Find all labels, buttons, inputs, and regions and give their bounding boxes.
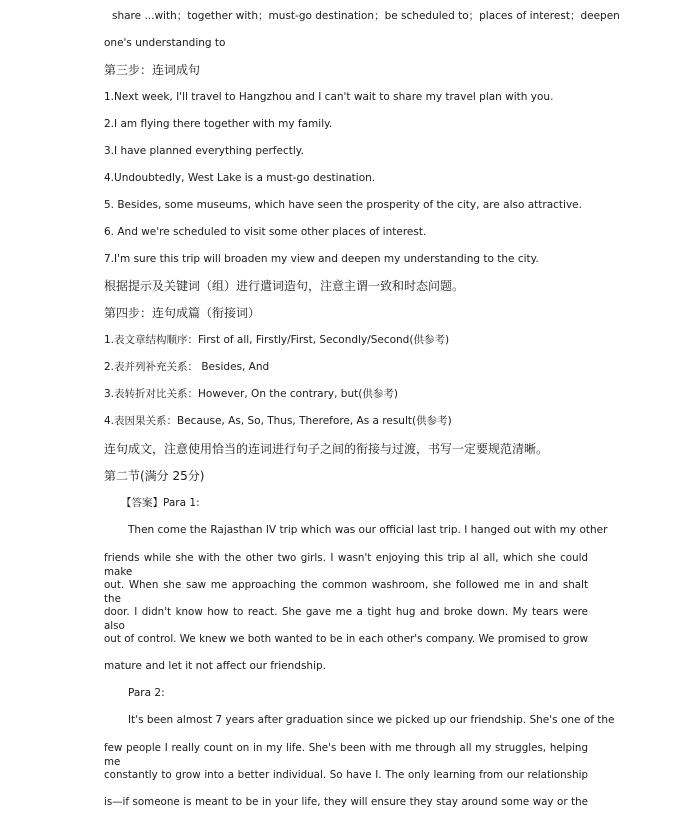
step3-heading: 第三步：连词成句 bbox=[104, 63, 201, 77]
sentence-1: 1.Next week, I'll travel to Hangzhou and I can't wait to share my travel plan with you. bbox=[104, 91, 554, 103]
connector-cause: 4.表因果关系：Because, As, So, Thus, Therefore, As a result(供参考) bbox=[104, 415, 452, 427]
vocab-line-1: share ...with；together with；must-go destination；be scheduled to；places of interest；deepen bbox=[112, 10, 620, 22]
sentence-7: 7.I'm sure this trip will broaden my view and deepen my understanding to the city. bbox=[104, 253, 539, 265]
answer-para2-label: Para 2: bbox=[128, 687, 165, 699]
para1-line-1: Then come the Rajasthan IV trip which was our official last trip. I hanged out with my other bbox=[128, 524, 608, 536]
sentence-5: 5. Besides, some museums, which have seen the prosperity of the city, are also attractive. bbox=[104, 199, 582, 211]
vocab-line-2: one's understanding to bbox=[104, 37, 226, 49]
connector-addition: 2.表并列补充关系： Besides, And bbox=[104, 361, 270, 373]
section2-heading: 第二节(满分 25分) bbox=[104, 469, 205, 483]
para1-line-4: door. I didn't know how to react. She gave me a tight hug and broke down. My tears were also bbox=[104, 606, 588, 632]
step4-heading: 第四步：连句成篇（衔接词） bbox=[104, 306, 261, 320]
answer-para1-label: 【答案】Para 1: bbox=[121, 497, 200, 509]
para2-line-1: It's been almost 7 years after graduation since we picked up our friendship. She's one of the bbox=[128, 714, 615, 726]
para2-line-3: constantly to grow into a better individual. So have I. The only learning from our relationship bbox=[104, 769, 588, 781]
para2-line-4: is—if someone is meant to be in your life, they will ensure they stay around some way or the bbox=[104, 796, 588, 808]
para1-line-2: friends while she with the other two girls. I wasn't enjoying this trip al all, which she could make bbox=[104, 552, 588, 578]
para1-line-6: mature and let it not affect our friendship. bbox=[104, 660, 326, 672]
sentence-2: 2.I am flying there together with my family. bbox=[104, 118, 333, 130]
para2-line-2: few people I really count on in my life. She's been with me through all my struggles, helping me bbox=[104, 742, 588, 768]
connector-structure: 1.表文章结构顺序：First of all, Firstly/First, Secondly/Second(供参考) bbox=[104, 334, 450, 346]
sentence-4: 4.Undoubtedly, West Lake is a must-go destination. bbox=[104, 172, 376, 184]
step3-note: 根据提示及关键词（组）进行遣词造句，注意主谓一致和时态问题。 bbox=[104, 279, 465, 293]
step4-note: 连句成文，注意使用恰当的连词进行句子之间的衔接与过渡，书写一定要规范清晰。 bbox=[104, 442, 549, 456]
para1-line-3: out. When she saw me approaching the common washroom, she followed me in and shalt the bbox=[104, 579, 588, 605]
sentence-6: 6. And we're scheduled to visit some other places of interest. bbox=[104, 226, 427, 238]
sentence-3: 3.I have planned everything perfectly. bbox=[104, 145, 304, 157]
para1-line-5: out of control. We knew we both wanted to be in each other's company. We promised to grow bbox=[104, 633, 588, 645]
connector-contrast: 3.表转折对比关系：However, On the contrary, but(供参考) bbox=[104, 388, 398, 400]
